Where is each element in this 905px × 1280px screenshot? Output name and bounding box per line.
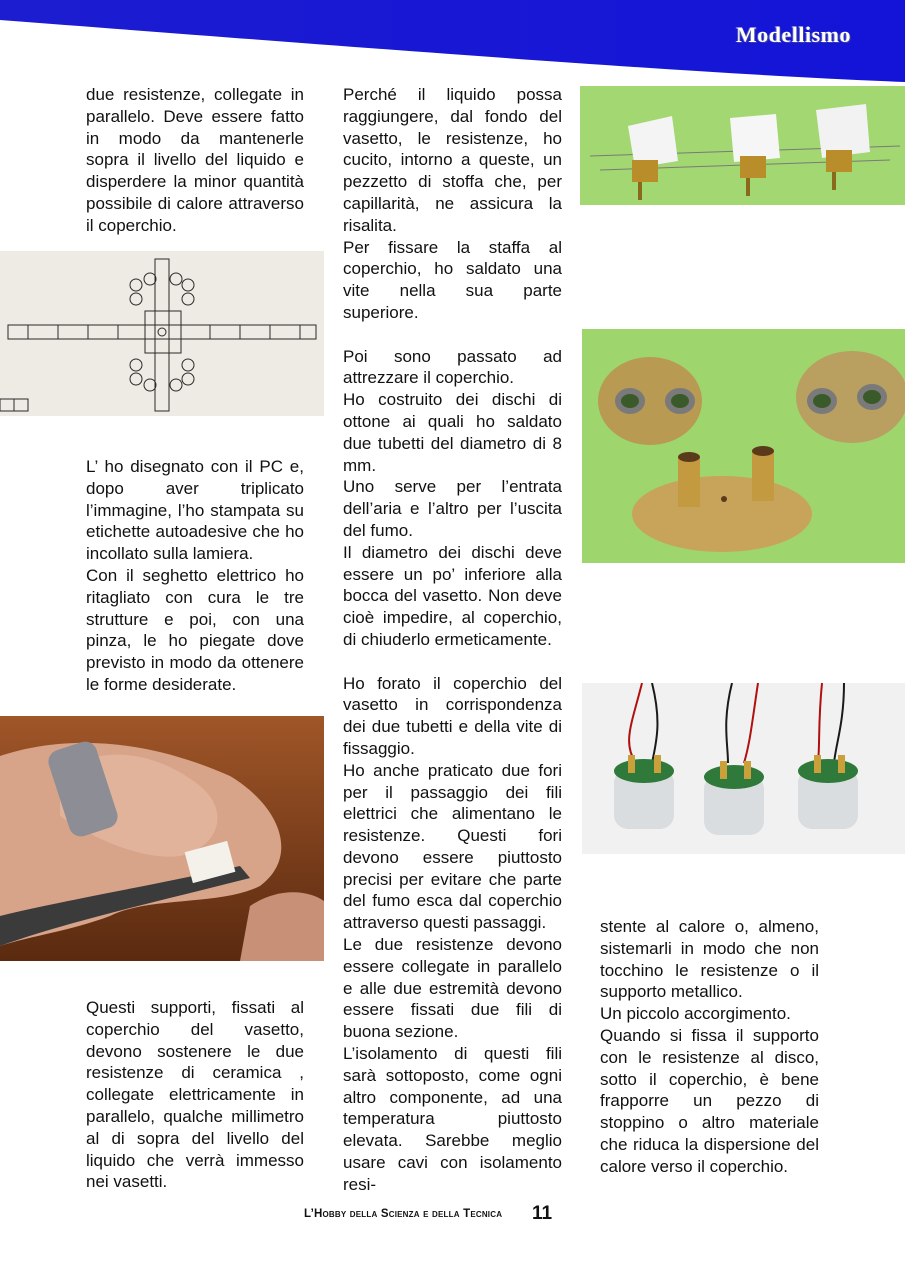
paragraph: Uno serve per l’entrata dell’aria e l’altro per l’uscita del fumo. <box>343 477 562 540</box>
support-drawing-photo <box>0 251 324 416</box>
paragraph: Ho costruito dei dischi di ottone ai quali ho saldato due tubetti del diametro di 8 mm. <box>343 390 562 475</box>
paragraph: Per fissare la staffa al coperchio, ho saldato una vite nella sua parte superiore. <box>343 237 562 322</box>
section-title: Modellismo <box>736 22 851 47</box>
col2-text <box>343 84 562 1196</box>
paragraph: due resistenze, collegate in parallelo. Deve essere fatto in modo da mantenerle sopra il livello del liquido e disperdere la minor quantità possibile di calore attraverso il coperchio. <box>86 85 304 235</box>
paragraph: stente al calore o, almeno, sistemarli in modo che non tocchino le resistenze o il supporto metallico. <box>600 917 819 1002</box>
col1-top-text <box>86 84 304 237</box>
col1-mid-text <box>86 456 304 696</box>
paragraph: Quando si fissa il supporto con le resistenze al disco, sotto il coperchio, è bene frapporre un pezzo di stoppino o altro materiale che riduca la dispersione del calore verso il coperchio. <box>600 1025 819 1176</box>
brass-discs-photo <box>582 329 905 563</box>
magazine-name: L’Hobby della Scienza e della Tecnica <box>304 1208 503 1220</box>
hand-pliers-photo <box>0 716 324 961</box>
paragraph: L’isolamento di questi fili sarà sottoposto, come ogni altro componente, ad una temperatura piuttosto elevata. Sarebbe meglio usare cavi con isolamento resi- <box>343 1044 562 1194</box>
resistors-fabric-photo <box>580 86 905 205</box>
paragraph: Ho forato il coperchio del vasetto in corrispondenza dei due tubetti e della vite di fissaggio. <box>343 673 562 758</box>
paragraph: Perché il liquido possa raggiungere, dal fondo del vasetto, le resistenze, ho cucito, intorno a queste, un pezzetto di stoffa che, per capillarità, ne assicura la risalita. <box>343 85 562 235</box>
paragraph: Il diametro dei dischi deve essere un po’ inferiore alla bocca del vasetto. Non deve cioè impedire, al coperchio, di chiuderlo ermeticamente. <box>343 542 562 649</box>
paragraph: Poi sono passato ad attrezzare il coperchio. <box>343 346 562 388</box>
paragraph: Le due resistenze devono essere collegate in parallelo e alle due estremità devono essere fissati due fili di buona sezione. <box>343 935 562 1042</box>
paragraph: Questi supporti, fissati al coperchio del vasetto, devono sostenere le due resistenze di ceramica , collegate elettricamente in parallelo, qualche millimetro al di sopra del livello del liquido che verrà immesso nei vasetti. <box>86 998 304 1192</box>
paragraph: Ho anche praticato due fori per il passaggio dei fili elettrici che alimentano le resistenze. Questi fori devono essere piuttosto precisi per evitare che parte del fumo esca dal coperchio attraverso questi passaggi. <box>343 760 562 933</box>
col3-text <box>600 916 819 1178</box>
paragraph: L’ ho disegnato con il PC e, dopo aver triplicato l’immagine, l’ho stampata su etichette autoadesive che ho incollato sulla lamiera. <box>86 457 304 564</box>
paragraph: Un piccolo accorgimento. <box>600 1004 791 1024</box>
col1-bottom-text <box>86 997 304 1193</box>
page-number: 11 <box>532 1203 553 1224</box>
paragraph: Con il seghetto elettrico ho ritagliato con cura le tre strutture e poi, con una pinza, le ho piegate dove previsto in modo da ottenere le forme desiderate. <box>86 565 304 694</box>
jars-wires-photo <box>582 683 905 854</box>
